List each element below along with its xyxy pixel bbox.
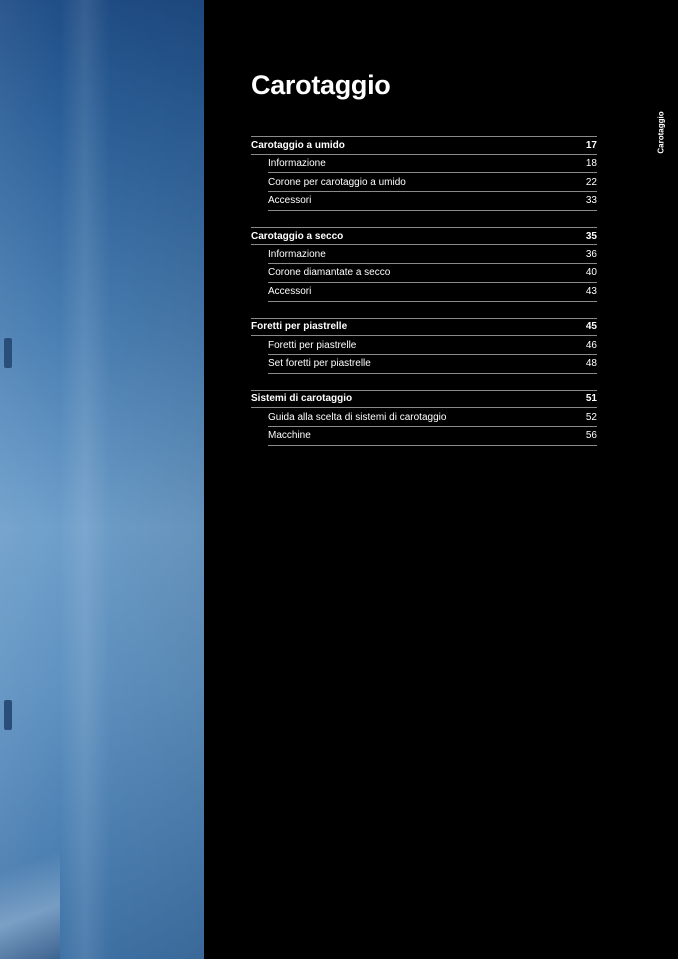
toc-entry-label: Accessori bbox=[268, 286, 312, 298]
toc-entry-label: Macchine bbox=[268, 430, 311, 442]
toc-entry-label: Informazione bbox=[268, 158, 326, 170]
toc-entry[interactable] bbox=[268, 283, 597, 302]
side-tab bbox=[645, 108, 677, 156]
toc-section-heading[interactable] bbox=[251, 227, 597, 246]
toc-page-number: 17 bbox=[585, 139, 597, 151]
toc-entry[interactable] bbox=[268, 155, 597, 174]
photo-light-streak bbox=[60, 0, 110, 959]
toc-page-number: 36 bbox=[585, 248, 597, 260]
toc-page-number: 45 bbox=[585, 321, 597, 333]
toc-page-number: 35 bbox=[585, 230, 597, 242]
toc-entry-label: Informazione bbox=[268, 248, 326, 260]
toc-section bbox=[251, 390, 597, 446]
toc-heading-label: Carotaggio a secco bbox=[251, 230, 344, 242]
toc-page-number: 48 bbox=[585, 358, 597, 370]
toc-entry-label: Corone diamantate a secco bbox=[268, 267, 391, 279]
toc-entry-label: Foretti per piastrelle bbox=[268, 339, 357, 351]
toc-section bbox=[251, 227, 597, 302]
cover-photo bbox=[0, 0, 204, 959]
toc-entry[interactable] bbox=[268, 336, 597, 355]
toc-heading-label: Foretti per piastrelle bbox=[251, 321, 348, 333]
toc-page-number: 52 bbox=[585, 411, 597, 423]
table-of-contents bbox=[251, 136, 597, 462]
toc-entry[interactable] bbox=[268, 245, 597, 264]
toc-entry[interactable] bbox=[268, 355, 597, 374]
toc-page-number: 18 bbox=[585, 158, 597, 170]
toc-entry[interactable] bbox=[268, 264, 597, 283]
photo-floor bbox=[0, 799, 60, 959]
toc-entry-label: Set foretti per piastrelle bbox=[268, 358, 371, 370]
photo-wall-detail bbox=[4, 700, 12, 730]
toc-entry[interactable] bbox=[268, 427, 597, 446]
toc-entry-label: Accessori bbox=[268, 195, 312, 207]
toc-section bbox=[251, 318, 597, 374]
toc-section-heading[interactable] bbox=[251, 390, 597, 409]
toc-entry[interactable] bbox=[268, 173, 597, 192]
toc-page-number: 46 bbox=[585, 339, 597, 351]
toc-entry-label: Guida alla scelta di sistemi di carotaggio bbox=[268, 411, 447, 423]
toc-page-number: 22 bbox=[585, 176, 597, 188]
toc-entry[interactable] bbox=[268, 192, 597, 211]
toc-entry[interactable] bbox=[268, 408, 597, 427]
toc-page-number: 33 bbox=[585, 195, 597, 207]
photo-wall-detail bbox=[4, 338, 12, 368]
toc-section bbox=[251, 136, 597, 211]
toc-page-number: 51 bbox=[585, 393, 597, 405]
toc-section-heading[interactable] bbox=[251, 136, 597, 155]
toc-page-number: 40 bbox=[585, 267, 597, 279]
toc-page-number: 56 bbox=[585, 430, 597, 442]
toc-page-number: 43 bbox=[585, 286, 597, 298]
toc-entry-label: Corone per carotaggio a umido bbox=[268, 176, 406, 188]
toc-section-heading[interactable] bbox=[251, 318, 597, 337]
toc-heading-label: Carotaggio a umido bbox=[251, 139, 345, 151]
page-title: Carotaggio bbox=[251, 70, 391, 100]
side-tab-label: Carotaggio bbox=[656, 110, 666, 154]
toc-heading-label: Sistemi di carotaggio bbox=[251, 393, 353, 405]
